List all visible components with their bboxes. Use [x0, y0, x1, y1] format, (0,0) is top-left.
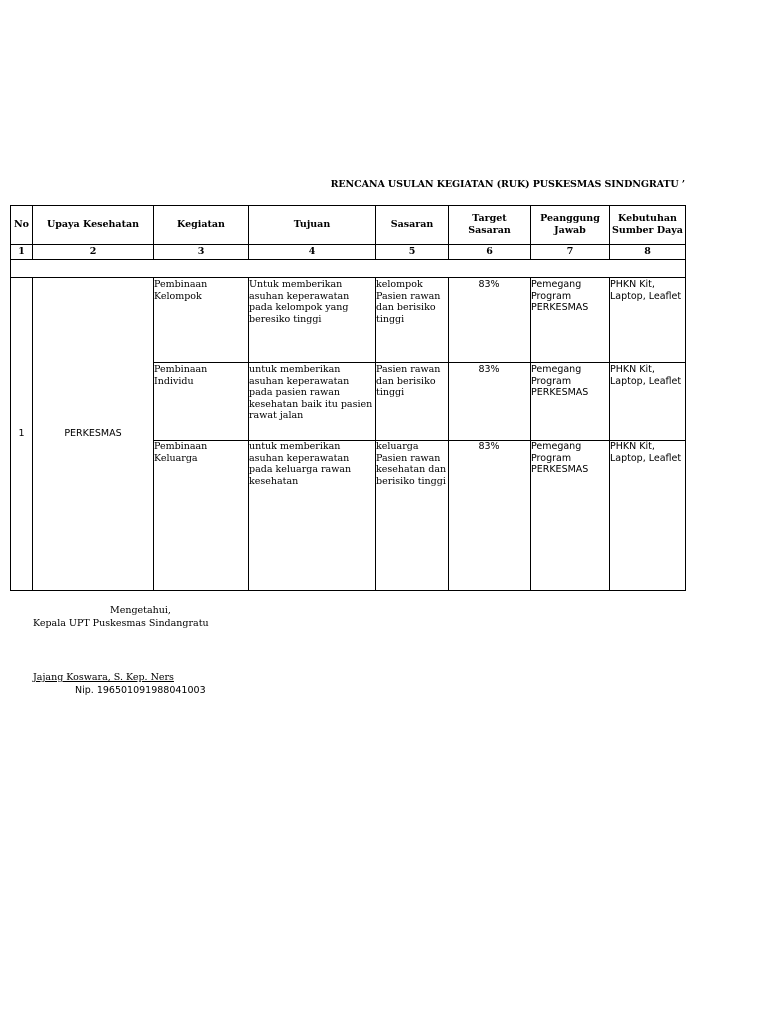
kebutuhan-cell: PHKN Kit, Laptop, Leaflet [610, 441, 682, 464]
header-upaya: Upaya Kesehatan [46, 219, 140, 231]
header-target: Target Sasaran [468, 213, 511, 236]
penanggung-jawab-cell: Pemegang Program PERKESMAS [531, 364, 589, 399]
table-rule [10, 244, 686, 245]
tujuan-cell: Untuk memberikan asuhan keperawatan pada kelompok yang beresiko tinggi [249, 279, 350, 325]
document-title: RENCANA USULAN KEGIATAN (RUK) PUSKESMAS SINDNGRATU ’ [330, 179, 685, 190]
table-rule [609, 277, 610, 591]
sasaran-cell: kelompok Pasien rawan dan berisiko tinggi [376, 279, 441, 325]
table-rule [685, 259, 686, 278]
kegiatan-cell: Pembinaan Keluarga [154, 441, 208, 464]
table-rule [530, 277, 531, 591]
row-number: 1 [18, 428, 25, 439]
sasaran-cell: Pasien rawan dan berisiko tinggi [376, 364, 441, 399]
table-rule [685, 277, 686, 591]
table-rule [10, 277, 686, 278]
target-cell: 83% [478, 279, 500, 290]
kebutuhan-cell: PHKN Kit, Laptop, Leaflet [610, 364, 682, 387]
header-tujuan: Tujuan [293, 219, 331, 231]
column-number: 4 [308, 246, 316, 257]
column-number: 6 [486, 246, 493, 257]
table-rule [448, 277, 449, 591]
tujuan-cell: untuk memberikan asuhan keperawatan pada keluarga rawan kesehatan [249, 441, 352, 487]
header-sasaran: Sasaran [390, 219, 434, 231]
kegiatan-cell: Pembinaan Individu [154, 364, 208, 387]
penanggung-jawab-cell: Pemegang Program PERKESMAS [531, 441, 589, 476]
column-number: 3 [197, 246, 205, 257]
penanggung-jawab-cell: Pemegang Program PERKESMAS [531, 279, 589, 314]
header-no: No [13, 219, 30, 231]
table-rule [10, 259, 11, 278]
header-kegiatan: Kegiatan [177, 219, 225, 231]
header-penanggung: Peanggung Jawab [540, 213, 600, 236]
signature-name: Jajang Koswara, S. Kep. Ners [33, 672, 174, 683]
kegiatan-cell: Pembinaan Kelompok [154, 279, 208, 302]
sasaran-cell: keluarga Pasien rawan kesehatan dan berisiko tinggi [376, 441, 447, 487]
signature-position: Kepala UPT Puskesmas Sindangratu [33, 618, 209, 629]
target-cell: 83% [478, 364, 500, 375]
target-cell: 83% [478, 441, 500, 452]
upaya-kesehatan: PERKESMAS [64, 428, 122, 439]
table-rule [10, 590, 686, 591]
column-number: 5 [408, 246, 416, 257]
signature-mengetahui: Mengetahui, [110, 605, 171, 616]
header-kebutuhan: Kebutuhan Sumber Daya [612, 213, 683, 236]
table-rule [153, 277, 154, 591]
column-number: 8 [644, 246, 651, 257]
tujuan-cell: untuk memberikan asuhan keperawatan pada pasien rawan kesehatan baik itu pasien rawat jalan [249, 364, 373, 422]
kebutuhan-cell: PHKN Kit, Laptop, Leaflet [610, 279, 682, 302]
table-rule [10, 259, 686, 260]
column-number: 1 [18, 246, 25, 257]
column-number: 2 [89, 246, 97, 257]
signature-nip: Nip. 196501091988041003 [75, 685, 206, 696]
column-number: 7 [566, 246, 574, 257]
table-rule [685, 205, 686, 260]
table-rule [153, 362, 686, 363]
